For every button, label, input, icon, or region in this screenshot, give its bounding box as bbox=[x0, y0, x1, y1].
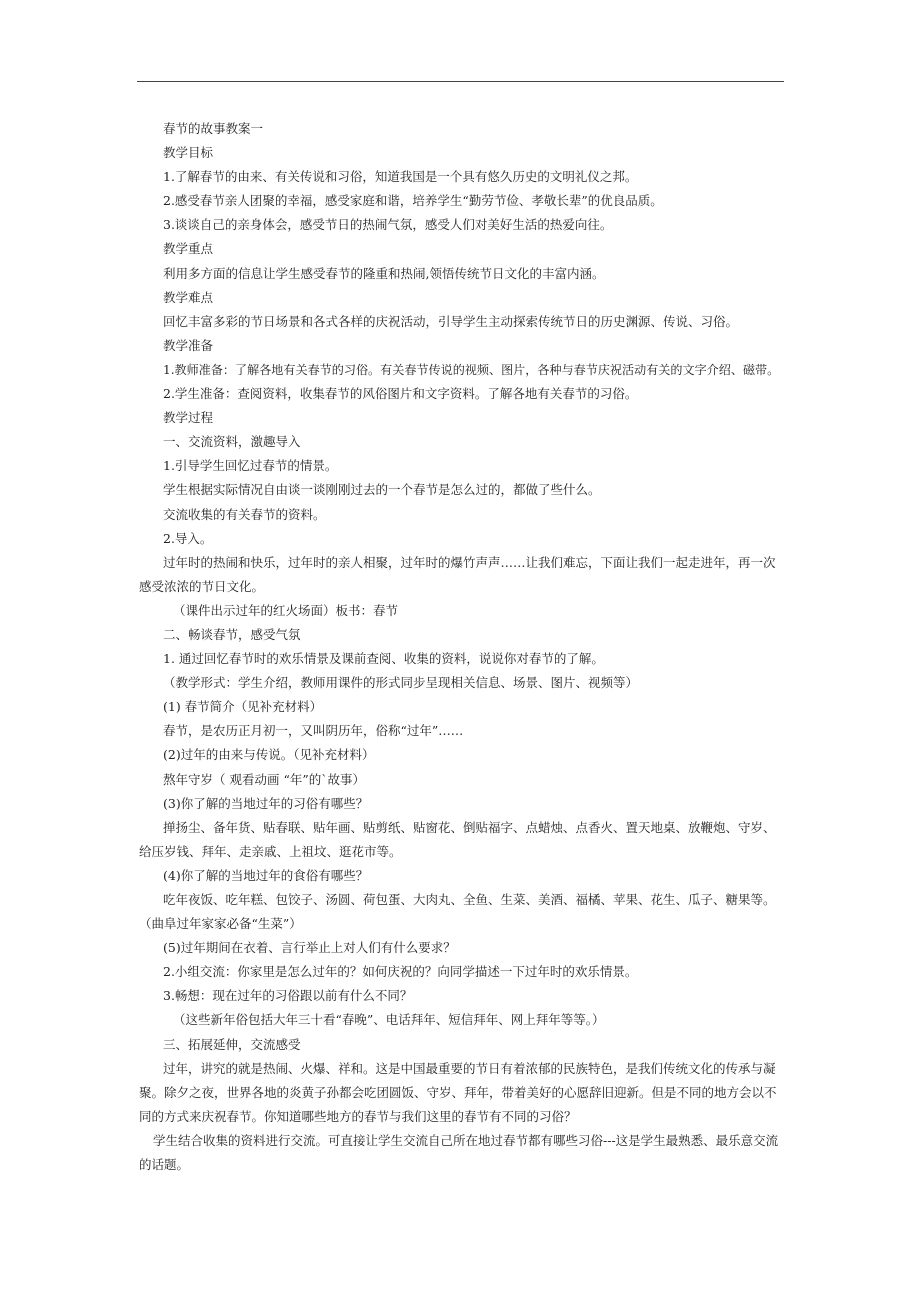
paragraph: 1.引导学生回忆过春节的情景。 bbox=[163, 458, 338, 474]
paragraph: 1.教师准备：了解各地有关春节的习俗。有关春节传说的视频、图片，各种与春节庆祝活动有关的文字介绍、磁带。 bbox=[163, 362, 780, 377]
paragraph: 掸扬尘、备年货、贴春联、贴年画、贴剪纸、贴窗花、倒贴福字、点蜡烛、点香火、置天地桌、放鞭炮、守岁、给压岁钱、拜年、走亲戚、上祖坟、逛花市等。 bbox=[139, 819, 776, 859]
subsection-heading: 三、拓展延伸，交流感受 bbox=[163, 1036, 301, 1052]
paragraph: （这些新年俗包括大年三十看“春晚”、电话拜年、短信拜年、网上拜年等等。） bbox=[173, 1012, 605, 1028]
paragraph: 利用多方面的信息让学生感受春节的隆重和热闹,领悟传统节日文化的丰富内涵。 bbox=[163, 265, 605, 281]
paragraph: 1.了解春节的由来、有关传说和习俗，知道我国是一个具有悠久历史的文明礼仪之邦。 bbox=[163, 169, 638, 185]
paragraph: （教学形式：学生介绍，教师用课件的形式同步呈现相关信息、场景、图片、视频等） bbox=[163, 675, 639, 691]
paragraph: 学生结合收集的资料进行交流。可直接让学生交流自己所在地过春节都有哪些习俗---这是学生最熟悉、最乐意交流的话题。 bbox=[139, 1132, 779, 1173]
subsection-heading: 二、畅谈春节，感受气氛 bbox=[163, 626, 301, 642]
subsection-heading: 一、交流资料，激趣导入 bbox=[163, 434, 301, 450]
paragraph: (3)你了解的当地过年的习俗有哪些？ bbox=[163, 795, 369, 811]
paragraph: 过年，讲究的就是热闹、火爆、祥和。这是中国最重要的节日有着浓郁的民族特色，是我们传统文化的传承与凝聚。除夕之夜，世界各地的炎黄子孙都会吃团圆饭、守岁、拜年，带着美好的心愿辞旧迎新。但是不同的地方会以不同的方式来庆祝春节。你知道哪些地方的春节与我们这里的春节有不同的习俗？ bbox=[139, 1060, 777, 1124]
paragraph: (2)过年的由来与传说。（见补充材料） bbox=[163, 747, 375, 763]
paragraph: (5)过年期间在衣着、言行举止上对人们有什么要求？ bbox=[163, 940, 456, 956]
section-heading: 教学过程 bbox=[163, 410, 214, 426]
paragraph: 3.谈谈自己的亲身体会，感受节日的热闹气氛，感受人们对美好生活的热爱向往。 bbox=[163, 217, 613, 233]
paragraph: 交流收集的有关春节的资料。 bbox=[163, 506, 326, 522]
paragraph: 春节，是农历正月初一，又叫阴历年，俗称“过年”…… bbox=[163, 723, 464, 739]
paragraph: 吃年夜饭、吃年糕、包饺子、汤圆、荷包蛋、大肉丸、全鱼、生菜、美酒、福橘、苹果、花生、瓜子、糖果等。 bbox=[163, 892, 776, 907]
section-heading: 教学难点 bbox=[163, 289, 214, 305]
section-heading: 教学重点 bbox=[163, 241, 214, 257]
header-rule bbox=[137, 81, 784, 82]
section-heading: 教学准备 bbox=[163, 337, 214, 353]
paragraph: 回忆丰富多彩的节日场景和各式各样的庆祝活动，引导学生主动探索传统节日的历史渊源、传说、习俗。 bbox=[163, 313, 739, 329]
paragraph: 3.畅想：现在过年的习俗跟以前有什么不同？ bbox=[163, 988, 413, 1004]
paragraph: 过年时的热闹和快乐，过年时的亲人相聚，过年时的爆竹声声……让我们难忘，下面让我们一起走进年，再一次感受浓浓的节日文化。 bbox=[139, 554, 776, 594]
paragraph: （曲阜过年家家必备“生菜”） bbox=[139, 916, 302, 932]
paragraph: 2.学生准备：查阅资料，收集春节的风俗图片和文字资料。了解各地有关春节的习俗。 bbox=[163, 386, 638, 402]
document-body bbox=[139, 117, 785, 1177]
doc-title: 春节的故事教案一 bbox=[163, 121, 264, 136]
paragraph: (1) 春节简介（见补充材料） bbox=[163, 699, 323, 715]
paragraph: 熬年守岁（ 观看动画 “年”的`故事） bbox=[163, 771, 365, 787]
paragraph: 2.导入。 bbox=[163, 530, 213, 546]
paragraph: 1. 通过回忆春节时的欢乐情景及课前查阅、收集的资料，说说你对春节的了解。 bbox=[163, 651, 604, 667]
paragraph: 2.感受春节亲人团聚的幸福，感受家庭和谐，培养学生“勤劳节俭、孝敬长辈”的优良品质。 bbox=[163, 193, 663, 209]
paragraph: (4)你了解的当地过年的食俗有哪些？ bbox=[163, 867, 369, 883]
paragraph: 2.小组交流：你家里是怎么过年的？如何庆祝的？向同学描述一下过年时的欢乐情景。 bbox=[163, 964, 638, 980]
paragraph: 学生根据实际情况自由谈一谈刚刚过去的一个春节是怎么过的，都做了些什么。 bbox=[163, 482, 601, 498]
paragraph: （课件出示过年的红火场面）板书：春节 bbox=[173, 602, 399, 618]
section-heading: 教学目标 bbox=[163, 145, 214, 161]
